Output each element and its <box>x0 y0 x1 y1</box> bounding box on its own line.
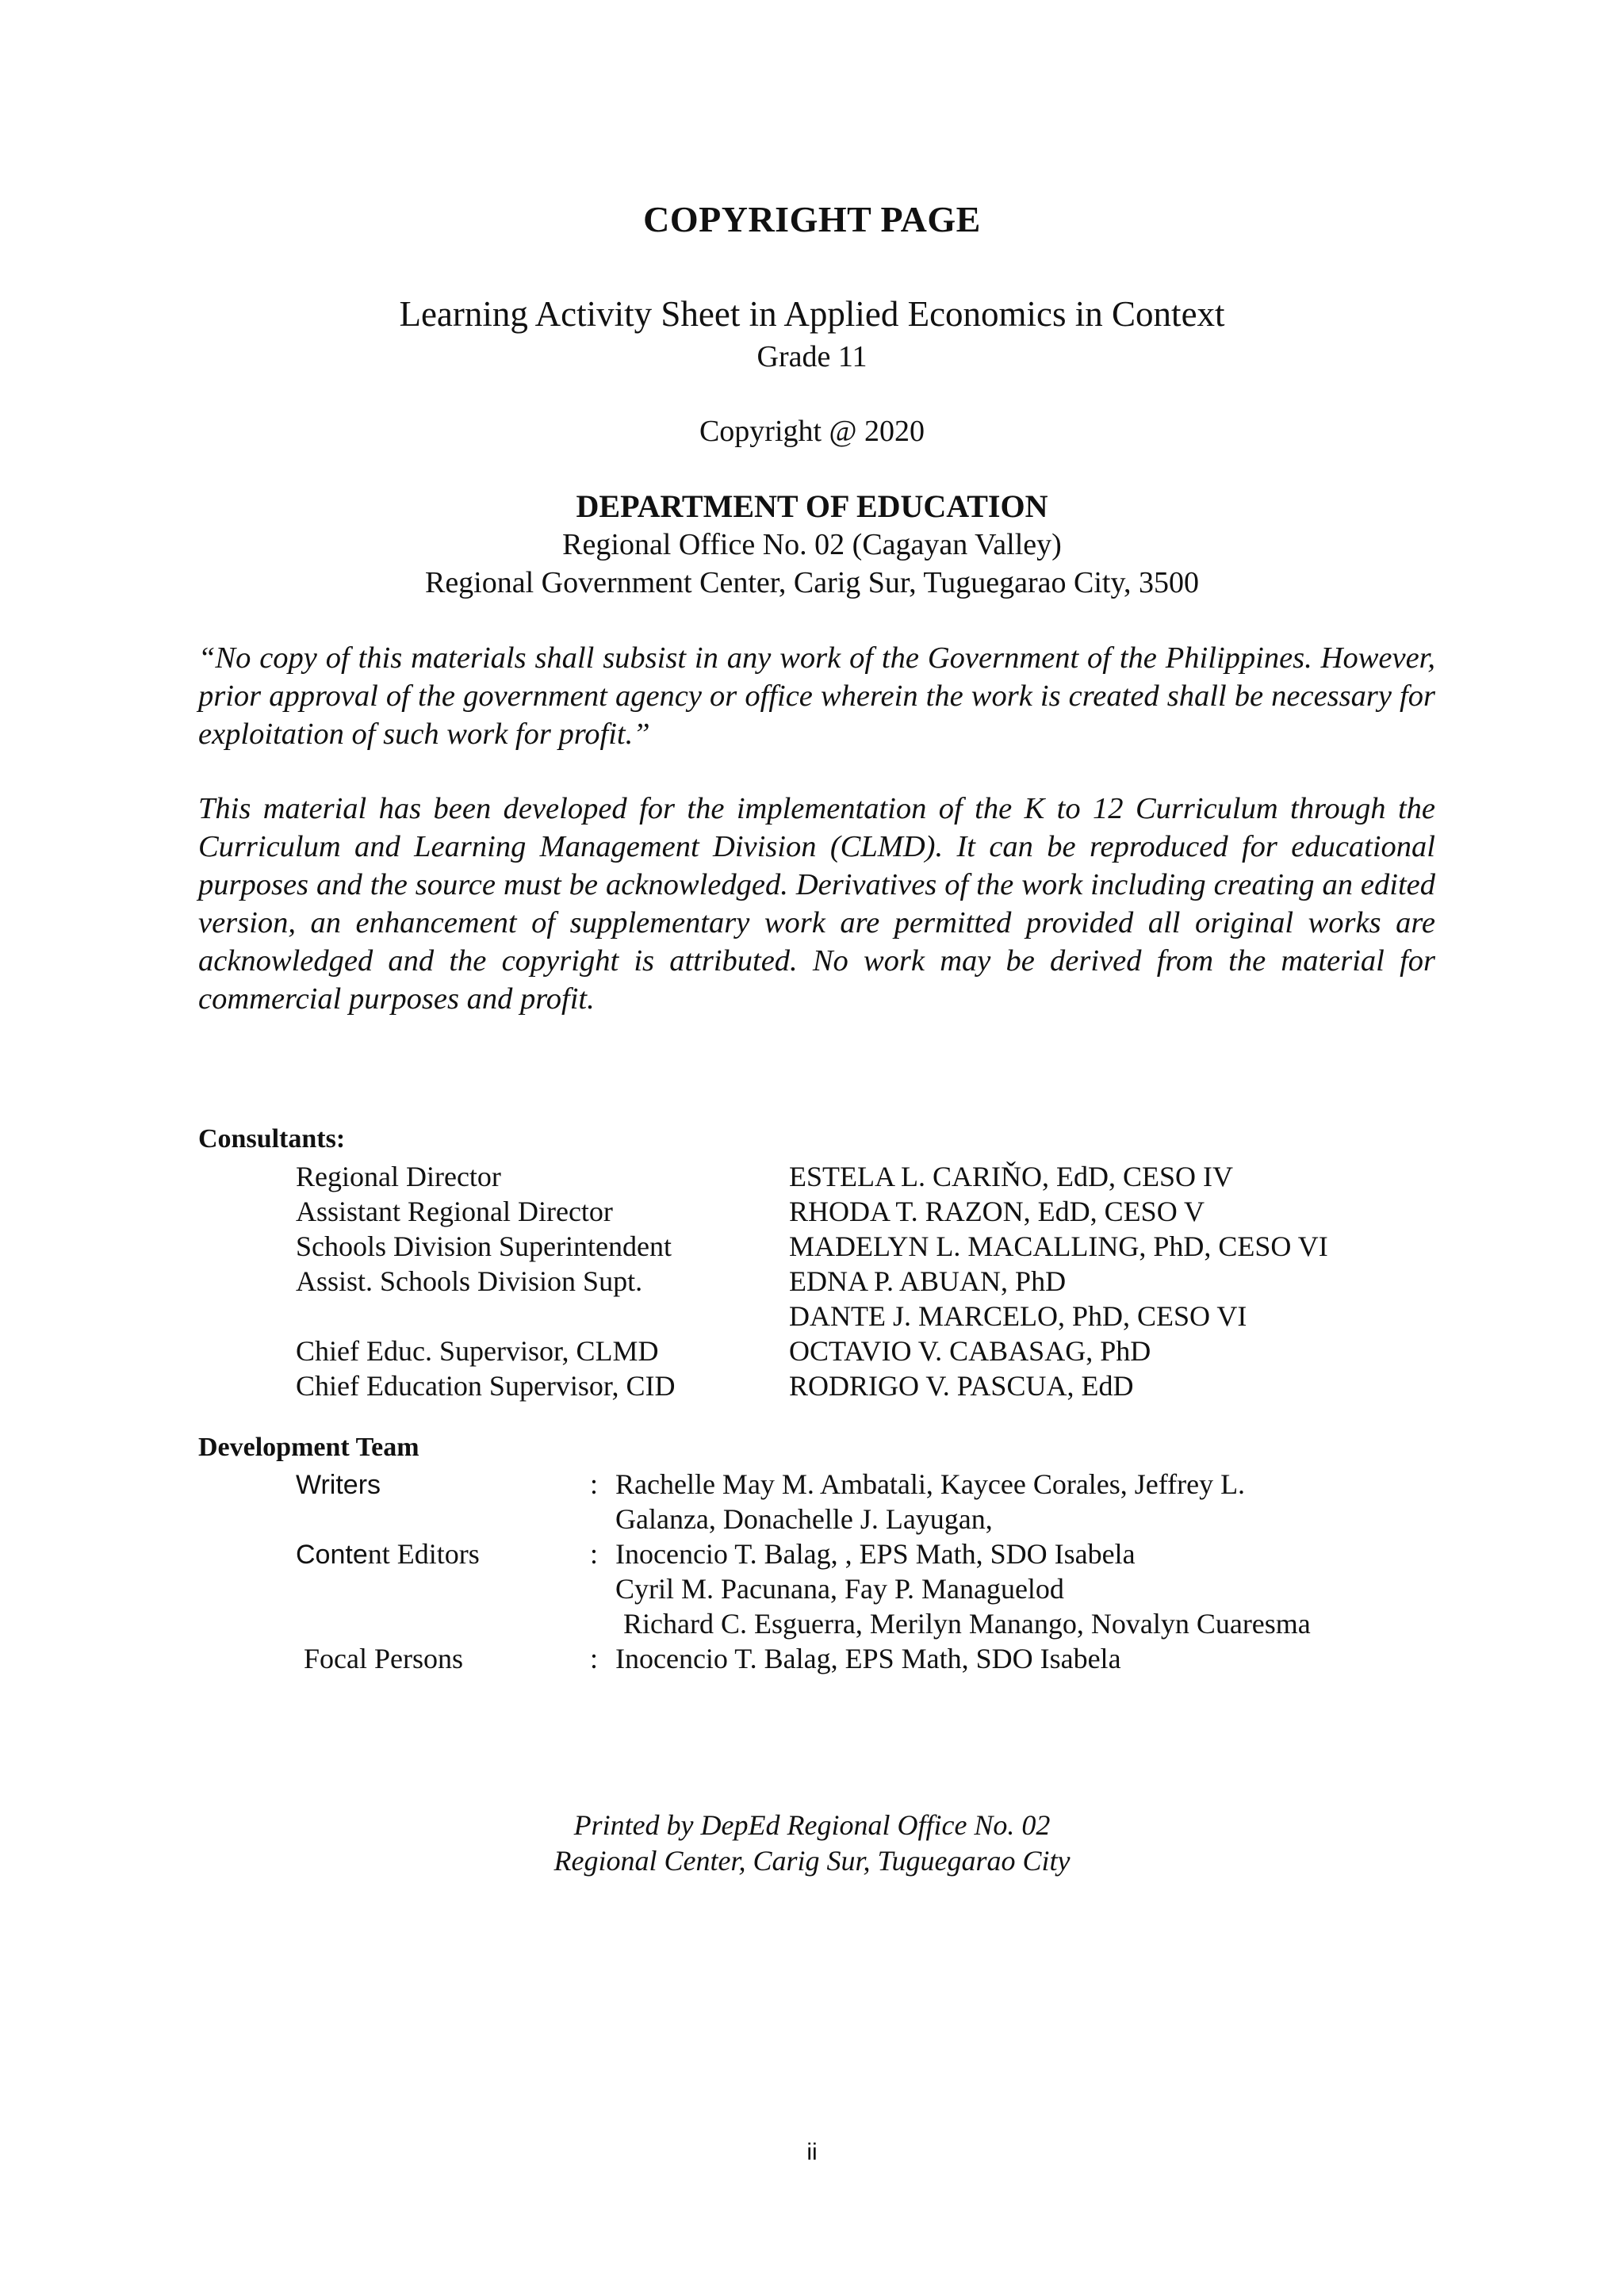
development-team-heading: Development Team <box>198 1433 419 1462</box>
consultant-role: Assistant Regional Director <box>296 1196 613 1227</box>
writers-entry <box>0 1468 1624 1539</box>
writers-role <box>296 1468 381 1501</box>
consultant-row <box>0 1195 1624 1230</box>
content-editors-line: Richard C. Esguerra, Merilyn Manango, Novalyn Cuaresma <box>623 1608 1311 1640</box>
consultant-name: MADELYN L. MACALLING, PhD, CESO VI <box>789 1230 1328 1262</box>
consultant-row <box>0 1299 1624 1334</box>
copyright-notice-paragraph: “No copy of this materials shall subsist in any work of the Government of the Philippines. However, prior approval of the government agency or office wherein the work is created shall be necessary for exploitation of such work for profit.” <box>198 641 1435 751</box>
focal-persons-line: Inocencio T. Balag, EPS Math, SDO Isabela <box>615 1643 1121 1674</box>
focal-persons-entry <box>0 1642 1624 1682</box>
printed-by-line1: Printed by DepEd Regional Office No. 02 <box>573 1809 1051 1841</box>
regional-office: Regional Office No. 02 (Cagayan Valley) <box>562 528 1062 561</box>
consultant-name: RODRIGO V. PASCUA, EdD <box>789 1370 1134 1402</box>
consultant-row <box>0 1265 1624 1299</box>
page-title: COPYRIGHT PAGE <box>643 199 981 239</box>
page-number: ii <box>806 2139 818 2165</box>
focal-persons-role: Focal Persons <box>304 1643 463 1674</box>
content-editors-separator: : <box>590 1538 599 1570</box>
writers-role-label: Writers <box>296 1470 381 1500</box>
content-editors-role <box>296 1537 480 1571</box>
document-subtitle: Learning Activity Sheet in Applied Economics in Context <box>399 294 1225 334</box>
content-editors-entry <box>0 1537 1624 1648</box>
consultant-name: OCTAVIO V. CABASAG, PhD <box>789 1335 1151 1367</box>
consultant-role: Assist. Schools Division Supt. <box>296 1265 643 1297</box>
printed-by <box>0 1808 1624 1879</box>
consultant-name: DANTE J. MARCELO, PhD, CESO VI <box>789 1300 1247 1332</box>
writers-line: Rachelle May M. Ambatali, Kaycee Corales, Jeffrey L. <box>615 1468 1246 1500</box>
content-editors-role-part2: nt Editors <box>367 1538 480 1570</box>
consultant-name: RHODA T. RAZON, EdD, CESO V <box>789 1196 1205 1227</box>
copyright-line: Copyright @ 2020 <box>699 415 925 448</box>
consultant-row <box>0 1334 1624 1369</box>
office-address: Regional Government Center, Carig Sur, Tuguegarao City, 3500 <box>424 566 1200 599</box>
department-name: DEPARTMENT OF EDUCATION <box>576 488 1048 524</box>
writers-line: Galanza, Donachelle J. Layugan, <box>615 1503 993 1535</box>
content-editors-role-part1: Conte <box>296 1540 368 1570</box>
focal-persons-separator: : <box>590 1643 599 1674</box>
printed-by-line2: Regional Center, Carig Sur, Tuguegarao City <box>553 1845 1071 1877</box>
consultant-row <box>0 1230 1624 1265</box>
writers-separator: : <box>590 1468 599 1500</box>
consultant-row <box>0 1369 1624 1404</box>
consultants-heading: Consultants: <box>198 1124 346 1154</box>
content-editors-line: Cyril M. Pacunana, Fay P. Managuelod <box>615 1573 1064 1605</box>
consultant-row <box>0 1160 1624 1195</box>
content-editors-line: Inocencio T. Balag, , EPS Math, SDO Isabela <box>615 1538 1136 1570</box>
material-usage-paragraph: This material has been developed for the implementation of the K to 12 Curriculum through the Curriculum and Learning Management Division (CLMD). It can be reproduced for educational purposes and the source must be acknowledged. Derivatives of the work including creating an edited version, an enhancement of supplementary work are permitted provided all original works are acknowledged and the copyright is attributed. No work may be derived from the material for commercial purposes and profit. <box>198 792 1435 1016</box>
grade-level: Grade 11 <box>756 340 868 373</box>
consultant-role: Schools Division Superintendent <box>296 1230 672 1262</box>
consultant-role: Chief Education Supervisor, CID <box>296 1370 676 1402</box>
consultant-name: ESTELA L. CARIŇO, EdD, CESO IV <box>789 1161 1233 1192</box>
consultant-role: Chief Educ. Supervisor, CLMD <box>296 1335 659 1367</box>
consultant-role: Regional Director <box>296 1161 501 1192</box>
consultant-name: EDNA P. ABUAN, PhD <box>789 1265 1067 1297</box>
